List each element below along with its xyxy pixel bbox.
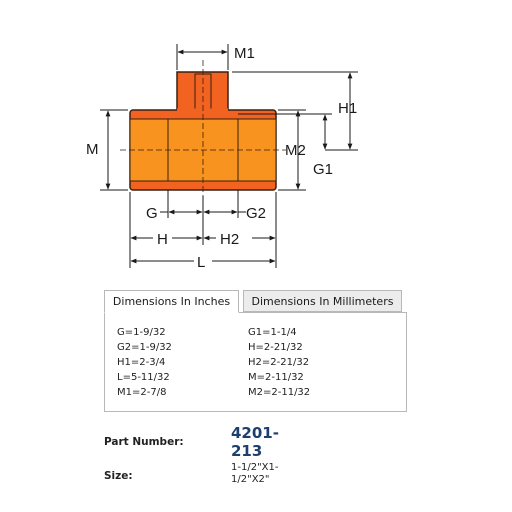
size-label: Size: bbox=[104, 470, 133, 482]
part-number-value: 4201-213 bbox=[231, 424, 279, 460]
dim-label-m1: M1 bbox=[234, 45, 255, 62]
dimension-value: M2=2-11/32 bbox=[248, 387, 311, 398]
dimension-value: G1=1-1/4 bbox=[248, 327, 297, 338]
tab-inches[interactable]: Dimensions In Inches bbox=[104, 290, 239, 313]
dim-label-h2: H2 bbox=[220, 231, 240, 248]
dim-label-m: M bbox=[86, 141, 99, 158]
dim-label-h: H bbox=[157, 231, 168, 248]
dimensions-panel bbox=[104, 312, 407, 412]
dimension-value: H1=2-3/4 bbox=[117, 357, 166, 368]
dim-label-g2: G2 bbox=[246, 205, 267, 222]
tee-outlet-branch bbox=[177, 72, 228, 114]
dim-label-m2: M2 bbox=[285, 142, 306, 159]
dimension-value: H2=2-21/32 bbox=[248, 357, 310, 368]
dimension-value: G=1-9/32 bbox=[117, 327, 166, 338]
part-number-label: Part Number: bbox=[104, 436, 184, 448]
dim-label-g: G bbox=[146, 205, 158, 222]
dimension-value: G2=1-9/32 bbox=[117, 342, 172, 353]
dimension-value: M=2-11/32 bbox=[248, 372, 304, 383]
dimension-value: M1=2-7/8 bbox=[117, 387, 167, 398]
dim-label-g1: G1 bbox=[313, 161, 334, 178]
dim-label-h1: H1 bbox=[338, 100, 358, 117]
dimensions-right-column bbox=[248, 325, 310, 400]
dimension-value: H=2-21/32 bbox=[248, 342, 303, 353]
dim-label-l: L bbox=[197, 254, 206, 271]
tab-millimeters[interactable]: Dimensions In Millimeters bbox=[243, 290, 402, 312]
dim-m1 bbox=[177, 44, 228, 70]
dimensions-left-column bbox=[117, 325, 172, 400]
dimension-value: L=5-11/32 bbox=[117, 372, 170, 383]
dimension-unit-tabs bbox=[104, 290, 404, 313]
size-value: 1-1/2"X1-1/2"X2" bbox=[231, 462, 279, 485]
